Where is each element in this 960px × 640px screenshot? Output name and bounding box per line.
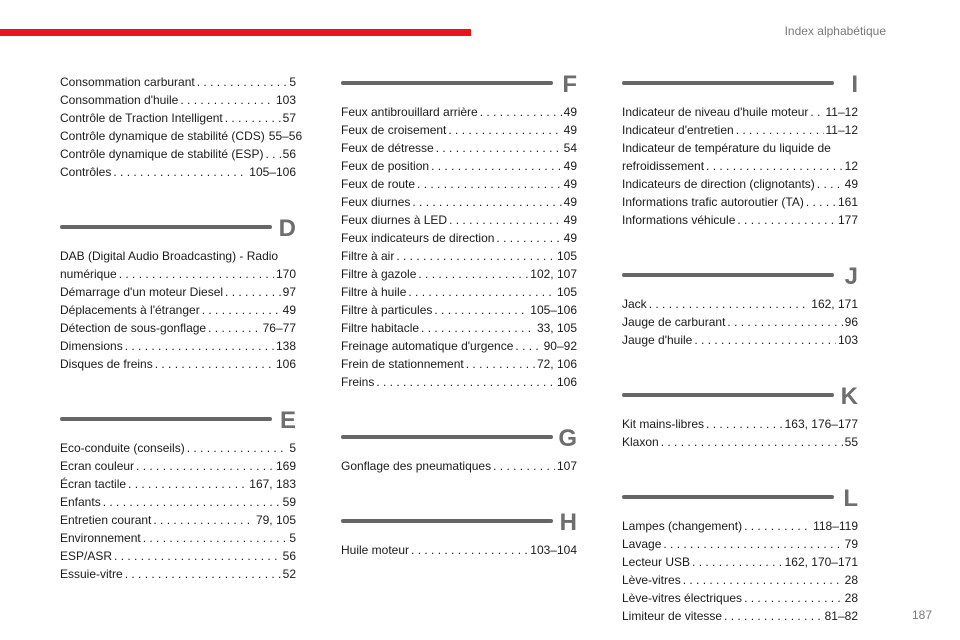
index-entry-title: Feux diurnes à LED: [341, 213, 448, 227]
index-entry-pages: 54: [563, 141, 577, 155]
dot-leader: [396, 247, 555, 265]
section-rule: [341, 519, 553, 523]
index-entry[interactable]: [60, 163, 296, 181]
section-letter: D: [278, 215, 296, 242]
index-entry-title: numérique: [60, 267, 117, 281]
index-entry[interactable]: [341, 247, 577, 265]
section-heading: [60, 217, 296, 247]
index-entry-title: Eco-conduite (conseils): [60, 441, 185, 455]
dot-leader: [806, 193, 836, 211]
dot-leader: [128, 475, 247, 493]
index-entry-title: Indicateurs de direction (clignotants): [622, 177, 815, 191]
dot-leader: [744, 517, 811, 535]
index-entry-pages: 49: [563, 123, 577, 137]
section-heading: [341, 511, 577, 541]
index-entry-pages: 79: [844, 537, 858, 551]
section-rule: [622, 393, 834, 397]
index-section: [60, 409, 296, 583]
index-entry-title: Ecran couleur: [60, 459, 135, 473]
dot-leader: [661, 433, 843, 451]
index-entry[interactable]: [341, 265, 577, 283]
dot-leader: [434, 301, 528, 319]
index-entry[interactable]: [341, 157, 577, 175]
index-entry[interactable]: [341, 319, 577, 337]
index-entry-pages: 5: [289, 75, 296, 89]
index-entry[interactable]: [341, 193, 577, 211]
index-entry[interactable]: [341, 139, 577, 157]
index-entry-title: Feux de détresse: [341, 141, 434, 155]
index-entry-title: Freins: [341, 375, 375, 389]
dot-leader: [417, 175, 562, 193]
section-gap: [341, 475, 577, 511]
dot-leader: [744, 589, 843, 607]
section-rule: [60, 225, 272, 229]
index-entry[interactable]: [622, 571, 858, 589]
index-entry-pages: 33, 105: [536, 321, 577, 335]
index-entry-pages: 163, 176–177: [784, 417, 858, 431]
index-entry-title: Lève-vitres électriques: [622, 591, 743, 605]
index-entry[interactable]: [622, 589, 858, 607]
index-entry-title: Filtre à gazole: [341, 267, 417, 281]
index-entry-pages: 56: [282, 549, 296, 563]
index-column-1: [60, 73, 303, 583]
dot-leader: [103, 493, 281, 511]
index-entry[interactable]: [60, 565, 296, 583]
index-entry[interactable]: [341, 121, 577, 139]
index-entry[interactable]: [341, 283, 577, 301]
dot-leader: [448, 121, 561, 139]
dot-leader: [817, 175, 843, 193]
section-rule: [60, 417, 272, 421]
index-entry-title: ESP/ASR: [60, 549, 113, 563]
index-entry-pages: 177: [837, 213, 858, 227]
dot-leader: [649, 295, 810, 313]
page-number: 187: [911, 608, 932, 622]
index-entry[interactable]: [341, 175, 577, 193]
dot-leader: [125, 337, 274, 355]
index-entry-pages: 105–106: [249, 165, 296, 179]
section-rule: [622, 273, 834, 277]
index-entry-pages: 170: [275, 267, 296, 281]
index-entry-pages: 57: [282, 111, 296, 125]
dot-leader: [113, 163, 247, 181]
index-entry-pages: 161: [837, 195, 858, 209]
index-entry[interactable]: [341, 229, 577, 247]
dot-leader: [125, 565, 281, 583]
index-section: [60, 73, 303, 181]
section-letter: H: [559, 509, 577, 536]
index-entry-title: Feux antibrouillard arrière: [341, 105, 478, 119]
index-section: [341, 511, 577, 559]
index-entry-title: Consommation carburant: [60, 75, 195, 89]
index-entry[interactable]: [622, 295, 858, 313]
index-entry-pages: 103: [275, 93, 296, 107]
index-entry-title: Filtre à huile: [341, 285, 407, 299]
index-entry-pages: 49: [563, 105, 577, 119]
index-entry-pages: 162, 170–171: [784, 555, 858, 569]
index-entry-pages: 49: [563, 231, 577, 245]
index-entry[interactable]: [341, 301, 577, 319]
index-entry-title: refroidissement: [622, 159, 705, 173]
dot-leader: [493, 457, 555, 475]
section-letter: L: [843, 485, 858, 512]
index-entry-pages: 12: [844, 159, 858, 173]
dot-leader: [225, 283, 281, 301]
index-entry-title-line: DAB (Digital Audio Broadcasting) - Radio: [60, 249, 279, 263]
index-entry[interactable]: [622, 175, 858, 193]
section-rule: [622, 81, 834, 85]
index-entry-title: Enfants: [60, 495, 101, 509]
dot-leader: [694, 331, 836, 349]
dot-leader: [208, 319, 261, 337]
section-heading: [622, 487, 858, 517]
section-gap: [622, 451, 858, 487]
index-entry-title: Détection de sous-gonflage: [60, 321, 207, 335]
index-entry-pages: 167, 183: [249, 477, 296, 491]
section-heading: [341, 73, 577, 103]
dot-leader: [265, 145, 280, 163]
index-entry[interactable]: [622, 517, 858, 535]
index-entry-pages: 103–104: [530, 543, 577, 557]
index-entry-title: Filtre à air: [341, 249, 395, 263]
index-entry-title: Feux de croisement: [341, 123, 447, 137]
dot-leader: [436, 139, 562, 157]
section-heading: [622, 265, 858, 295]
dot-leader: [663, 535, 842, 553]
dot-leader: [376, 373, 555, 391]
index-entry[interactable]: [341, 355, 577, 373]
dot-leader: [480, 103, 562, 121]
index-entry[interactable]: [622, 313, 858, 331]
index-entry-pages: 28: [844, 591, 858, 605]
dot-leader: [421, 319, 535, 337]
section-heading: [622, 73, 858, 103]
index-entry-pages: 11–12: [825, 105, 858, 119]
index-entry-title: Lampes (changement): [622, 519, 743, 533]
index-entry-title: Lève-vitres: [622, 573, 681, 587]
dot-leader: [187, 439, 288, 457]
section-gap: [60, 373, 296, 409]
dot-leader: [515, 337, 541, 355]
dot-leader: [136, 457, 274, 475]
section-heading: [60, 409, 296, 439]
index-entry[interactable]: [60, 145, 296, 163]
index-entry-pages: 28: [844, 573, 858, 587]
index-entry-pages: 5: [289, 531, 296, 545]
index-entry-pages: 81–82: [824, 609, 858, 623]
index-section: [622, 73, 858, 229]
index-entry[interactable]: [341, 457, 577, 475]
section-letter: I: [851, 71, 858, 98]
index-entry-pages: 49: [563, 195, 577, 209]
index-entry-pages: 118–119: [813, 519, 858, 533]
section-gap: [60, 181, 296, 217]
section-letter: K: [840, 383, 858, 410]
index-entry[interactable]: [60, 283, 296, 301]
index-entry[interactable]: [622, 331, 858, 349]
index-entry-title: Contrôles: [60, 165, 112, 179]
index-column-2: [341, 73, 577, 559]
index-entry-pages: 5: [289, 441, 296, 455]
dot-leader: [431, 157, 562, 175]
index-entry-pages: 52: [282, 567, 296, 581]
index-entry[interactable]: [622, 157, 858, 175]
index-entry-title: Jauge de carburant: [622, 315, 726, 329]
index-entry-title: Jauge d'huile: [622, 333, 693, 347]
index-entry-title: Essuie-vitre: [60, 567, 123, 581]
index-entry-pages: 102, 107: [530, 267, 577, 281]
index-entry[interactable]: [622, 535, 858, 553]
index-entry-title: Filtre à particules: [341, 303, 433, 317]
section-letter: F: [562, 71, 577, 98]
index-entry[interactable]: [60, 475, 296, 493]
section-letter: E: [279, 407, 296, 434]
index-section: [341, 73, 577, 391]
index-entry[interactable]: [341, 103, 577, 121]
index-entry-pages: 162, 171: [811, 297, 858, 311]
index-entry-title: Feux de route: [341, 177, 416, 191]
index-entry[interactable]: [60, 91, 296, 109]
index-entry[interactable]: [622, 607, 858, 625]
section-heading: [341, 427, 577, 457]
index-entry-title: Gonflage des pneumatiques: [341, 459, 492, 473]
index-entry-title: Déplacements à l'étranger: [60, 303, 200, 317]
index-column-3: [622, 73, 858, 625]
index-entry-title-line: Indicateur de température du liquide de: [622, 141, 831, 155]
section-rule: [341, 81, 553, 85]
index-entry[interactable]: [60, 301, 296, 319]
index-section: [622, 385, 858, 451]
index-entry-title: Feux diurnes: [341, 195, 411, 209]
index-entry[interactable]: [622, 211, 858, 229]
index-entry-pages: 105–106: [530, 303, 577, 317]
dot-leader: [810, 103, 823, 121]
dot-leader: [119, 265, 274, 283]
dot-leader: [706, 157, 843, 175]
index-entry[interactable]: [60, 319, 296, 337]
index-entry-title: Freinage automatique d'urgence: [341, 339, 514, 353]
index-entry-title: Jack: [622, 297, 647, 311]
dot-leader: [418, 265, 528, 283]
index-entry-pages: 72, 106: [536, 357, 577, 371]
index-entry[interactable]: [60, 109, 296, 127]
dot-leader: [408, 283, 555, 301]
index-entry[interactable]: [622, 193, 858, 211]
index-entry-title: Environnement: [60, 531, 141, 545]
index-entry[interactable]: [60, 547, 296, 565]
dot-leader: [449, 211, 562, 229]
index-entry[interactable]: [622, 415, 858, 433]
index-entry-pages: 97: [282, 285, 296, 299]
index-entry[interactable]: [60, 73, 296, 91]
section-letter: J: [844, 263, 858, 290]
index-entry-title: Consommation d'huile: [60, 93, 179, 107]
index-entry-title: Disques de freins: [60, 357, 153, 371]
index-section: [60, 217, 296, 373]
index-entry-title: Informations véhicule: [622, 213, 736, 227]
index-entry-title: Feux indicateurs de direction: [341, 231, 495, 245]
section-letter: G: [558, 425, 577, 452]
index-entry-title: Dimensions: [60, 339, 123, 353]
section-rule: [341, 435, 553, 439]
index-entry[interactable]: [60, 127, 303, 145]
index-entry[interactable]: [622, 433, 858, 451]
index-entry-pages: 76–77: [262, 321, 296, 335]
index-entry-title: Contrôle de Traction Intelligent: [60, 111, 223, 125]
index-entry-title: Indicateur d'entretien: [622, 123, 734, 137]
index-entry[interactable]: [60, 265, 296, 283]
index-entry-title: Entretien courant: [60, 513, 152, 527]
dot-leader: [114, 547, 281, 565]
index-entry[interactable]: [60, 511, 296, 529]
index-entry[interactable]: [60, 337, 296, 355]
index-entry-title: Informations trafic autoroutier (TA): [622, 195, 804, 209]
dot-leader: [412, 193, 561, 211]
index-entry-pages: 107: [556, 459, 577, 473]
index-entry-title: Lecteur USB: [622, 555, 691, 569]
index-section: [622, 265, 858, 349]
index-entry[interactable]: [60, 355, 296, 373]
index-entry-pages: 59: [282, 495, 296, 509]
index-entry[interactable]: [60, 439, 296, 457]
index-entry-title: Contrôle dynamique de stabilité (CDS): [60, 129, 265, 143]
index-entry[interactable]: [622, 553, 858, 571]
dot-leader: [737, 211, 836, 229]
dot-leader: [724, 607, 823, 625]
index-entry-pages: 169: [275, 459, 296, 473]
dot-leader: [727, 313, 842, 331]
index-entry-pages: 105: [556, 249, 577, 263]
index-entry-pages: 79, 105: [255, 513, 296, 527]
index-entry-pages: 103: [837, 333, 858, 347]
index-entry[interactable]: [341, 373, 577, 391]
index-entry-title: Klaxon: [622, 435, 659, 449]
index-entry-title: Limiteur de vitesse: [622, 609, 723, 623]
dot-leader: [683, 571, 843, 589]
index-entry-pages: 49: [282, 303, 296, 317]
index-entry[interactable]: [341, 211, 577, 229]
index-entry-title: Kit mains-libres: [622, 417, 705, 431]
section-rule: [622, 495, 834, 499]
dot-leader: [706, 415, 783, 433]
index-entry-pages: 49: [563, 159, 577, 173]
index-entry-pages: 56: [282, 147, 296, 161]
dot-leader: [496, 229, 561, 247]
dot-leader: [411, 541, 528, 559]
dot-leader: [692, 553, 783, 571]
index-entry-title: Démarrage d'un moteur Diesel: [60, 285, 224, 299]
dot-leader: [155, 355, 274, 373]
index-entry[interactable]: [622, 103, 858, 121]
dot-leader: [466, 355, 535, 373]
index-entry-pages: 105: [556, 285, 577, 299]
dot-leader: [197, 73, 288, 91]
index-entry-pages: 138: [275, 339, 296, 353]
section-heading: [622, 385, 858, 415]
index-entry-pages: 55–56: [268, 129, 303, 143]
index-entry-pages: 49: [844, 177, 858, 191]
index-entry-pages: 49: [563, 177, 577, 191]
index-entry[interactable]: [622, 121, 858, 139]
dot-leader: [153, 511, 254, 529]
index-entry[interactable]: [60, 493, 296, 511]
dot-leader: [736, 121, 824, 139]
index-entry-title: Feux de position: [341, 159, 430, 173]
section-gap: [622, 349, 858, 385]
index-entry-title: Huile moteur: [341, 543, 410, 557]
dot-leader: [202, 301, 281, 319]
index-entry-title: Lavage: [622, 537, 662, 551]
page-header-title: Index alphabétique: [784, 24, 886, 38]
index-entry-title: Frein de stationnement: [341, 357, 464, 371]
section-gap: [622, 229, 858, 265]
dot-leader: [225, 109, 281, 127]
index-entry-pages: 90–92: [543, 339, 577, 353]
index-entry-title: Filtre habitacle: [341, 321, 420, 335]
index-section: [622, 487, 858, 625]
index-entry-pages: 106: [556, 375, 577, 389]
index-entry[interactable]: [341, 337, 577, 355]
index-entry-title: Contrôle dynamique de stabilité (ESP): [60, 147, 264, 161]
index-entry-title: Écran tactile: [60, 477, 127, 491]
index-entry-pages: 55: [844, 435, 858, 449]
dot-leader: [180, 91, 274, 109]
index-entry[interactable]: [60, 457, 296, 475]
index-entry-title: Indicateur de niveau d'huile moteur: [622, 105, 809, 119]
header-accent-bar: [0, 29, 471, 36]
index-entry-pages: 49: [563, 213, 577, 227]
index-entry-pages: 96: [844, 315, 858, 329]
index-entry-pages: 11–12: [825, 123, 858, 137]
index-section: [341, 427, 577, 475]
index-entry-pages: 106: [275, 357, 296, 371]
section-gap: [341, 391, 577, 427]
index-entry[interactable]: [60, 529, 296, 547]
index-entry[interactable]: [341, 541, 577, 559]
dot-leader: [143, 529, 288, 547]
